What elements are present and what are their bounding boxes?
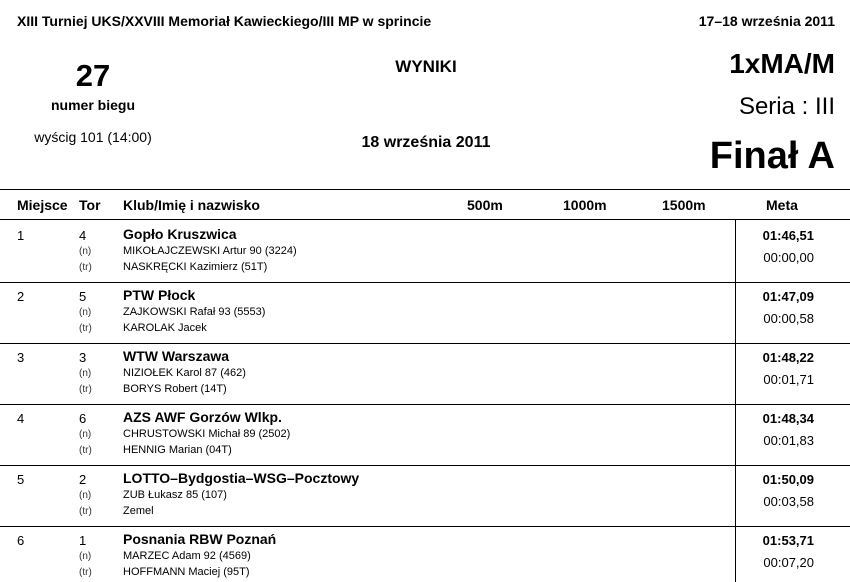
result-lane: 5 xyxy=(79,289,87,304)
result-finish-time: 01:50,09 xyxy=(762,472,814,487)
row-divider xyxy=(0,465,850,466)
result-role-tag: (tr) xyxy=(79,262,92,273)
result-role-tag: (n) xyxy=(79,307,92,318)
result-lane: 4 xyxy=(79,228,87,243)
result-time-difference: 00:01,71 xyxy=(763,372,814,387)
header-top-divider xyxy=(0,189,850,190)
result-finish-time: 01:47,09 xyxy=(762,289,814,304)
result-time-difference: 00:07,20 xyxy=(763,555,814,570)
series-label: Seria : III xyxy=(738,93,835,120)
result-time-difference: 00:01,83 xyxy=(763,433,814,448)
race-number: 27 xyxy=(75,58,111,93)
result-lane: 2 xyxy=(79,472,87,487)
result-lane: 6 xyxy=(79,411,87,426)
event-dates: 17–18 września 2011 xyxy=(698,13,835,29)
result-role-tag: (tr) xyxy=(79,506,92,517)
result-place: 5 xyxy=(17,472,25,487)
column-header-place: Miejsce xyxy=(17,197,68,213)
result-athlete: MARZEC Adam 92 (4569) xyxy=(123,550,251,562)
result-athlete: MIKOŁAJCZEWSKI Artur 90 (3224) xyxy=(123,245,297,257)
row-divider xyxy=(0,404,850,405)
result-coach: Zemel xyxy=(123,505,154,517)
result-athlete: NIZIOŁEK Karol 87 (462) xyxy=(123,367,246,379)
result-finish-time: 01:53,71 xyxy=(762,533,814,548)
result-club: AZS AWF Gorzów Wlkp. xyxy=(123,409,282,425)
result-club: Gopło Kruszwica xyxy=(123,226,237,242)
column-header-1500m: 1500m xyxy=(662,197,706,213)
race-date: 18 września 2011 xyxy=(361,134,491,151)
result-athlete: ZAJKOWSKI Rafał 93 (5553) xyxy=(123,306,266,318)
final-label: Finał A xyxy=(709,135,835,177)
result-time-difference: 00:03,58 xyxy=(763,494,814,509)
result-place: 2 xyxy=(17,289,25,304)
result-club: PTW Płock xyxy=(123,287,196,303)
column-header-lane: Tor xyxy=(79,197,101,213)
result-role-tag: (tr) xyxy=(79,567,92,578)
race-time: wyścig 101 (14:00) xyxy=(34,129,152,145)
row-divider xyxy=(0,526,850,527)
result-finish-time: 01:46,51 xyxy=(762,228,814,243)
boat-class: 1xMA/M xyxy=(729,48,835,79)
result-role-tag: (n) xyxy=(79,490,92,501)
result-role-tag: (n) xyxy=(79,429,92,440)
result-place: 1 xyxy=(17,228,25,243)
result-coach: HENNIG Marian (04T) xyxy=(123,444,232,456)
result-lane: 3 xyxy=(79,350,87,365)
result-role-tag: (n) xyxy=(79,551,92,562)
section-title: WYNIKI xyxy=(395,57,457,76)
header-bottom-divider xyxy=(0,219,850,220)
result-lane: 1 xyxy=(79,533,87,548)
finish-column-divider xyxy=(735,219,736,582)
result-time-difference: 00:00,58 xyxy=(763,311,814,326)
result-role-tag: (tr) xyxy=(79,445,92,456)
result-club: LOTTO–Bydgostia–WSG–Pocztowy xyxy=(123,470,360,486)
result-role-tag: (n) xyxy=(79,246,92,257)
result-coach: NASKRĘCKI Kazimierz (51T) xyxy=(123,261,268,273)
result-time-difference: 00:00,00 xyxy=(763,250,814,265)
column-header-1000m: 1000m xyxy=(563,197,607,213)
race-number-label: numer biegu xyxy=(50,97,135,113)
column-header-500m: 500m xyxy=(467,197,503,213)
column-header-finish: Meta xyxy=(766,197,798,213)
result-role-tag: (tr) xyxy=(79,384,92,395)
result-place: 4 xyxy=(17,411,25,426)
result-role-tag: (n) xyxy=(79,368,92,379)
result-athlete: CHRUSTOWSKI Michał 89 (2502) xyxy=(123,428,291,440)
result-coach: KAROLAK Jacek xyxy=(123,322,207,334)
result-club: WTW Warszawa xyxy=(123,348,230,364)
row-divider xyxy=(0,343,850,344)
column-header-club: Klub/Imię i nazwisko xyxy=(123,197,260,213)
result-place: 6 xyxy=(17,533,25,548)
result-athlete: ZUB Łukasz 85 (107) xyxy=(123,489,227,501)
result-coach: HOFFMANN Maciej (95T) xyxy=(123,566,250,578)
row-divider xyxy=(0,282,850,283)
result-role-tag: (tr) xyxy=(79,323,92,334)
result-place: 3 xyxy=(17,350,25,365)
result-finish-time: 01:48,22 xyxy=(762,350,814,365)
event-title: XIII Turniej UKS/XXVIII Memoriał Kawieckiego/III MP w sprincie xyxy=(17,13,432,29)
result-coach: BORYS Robert (14T) xyxy=(123,383,227,395)
result-finish-time: 01:48,34 xyxy=(762,411,814,426)
result-club: Posnania RBW Poznań xyxy=(123,531,277,547)
